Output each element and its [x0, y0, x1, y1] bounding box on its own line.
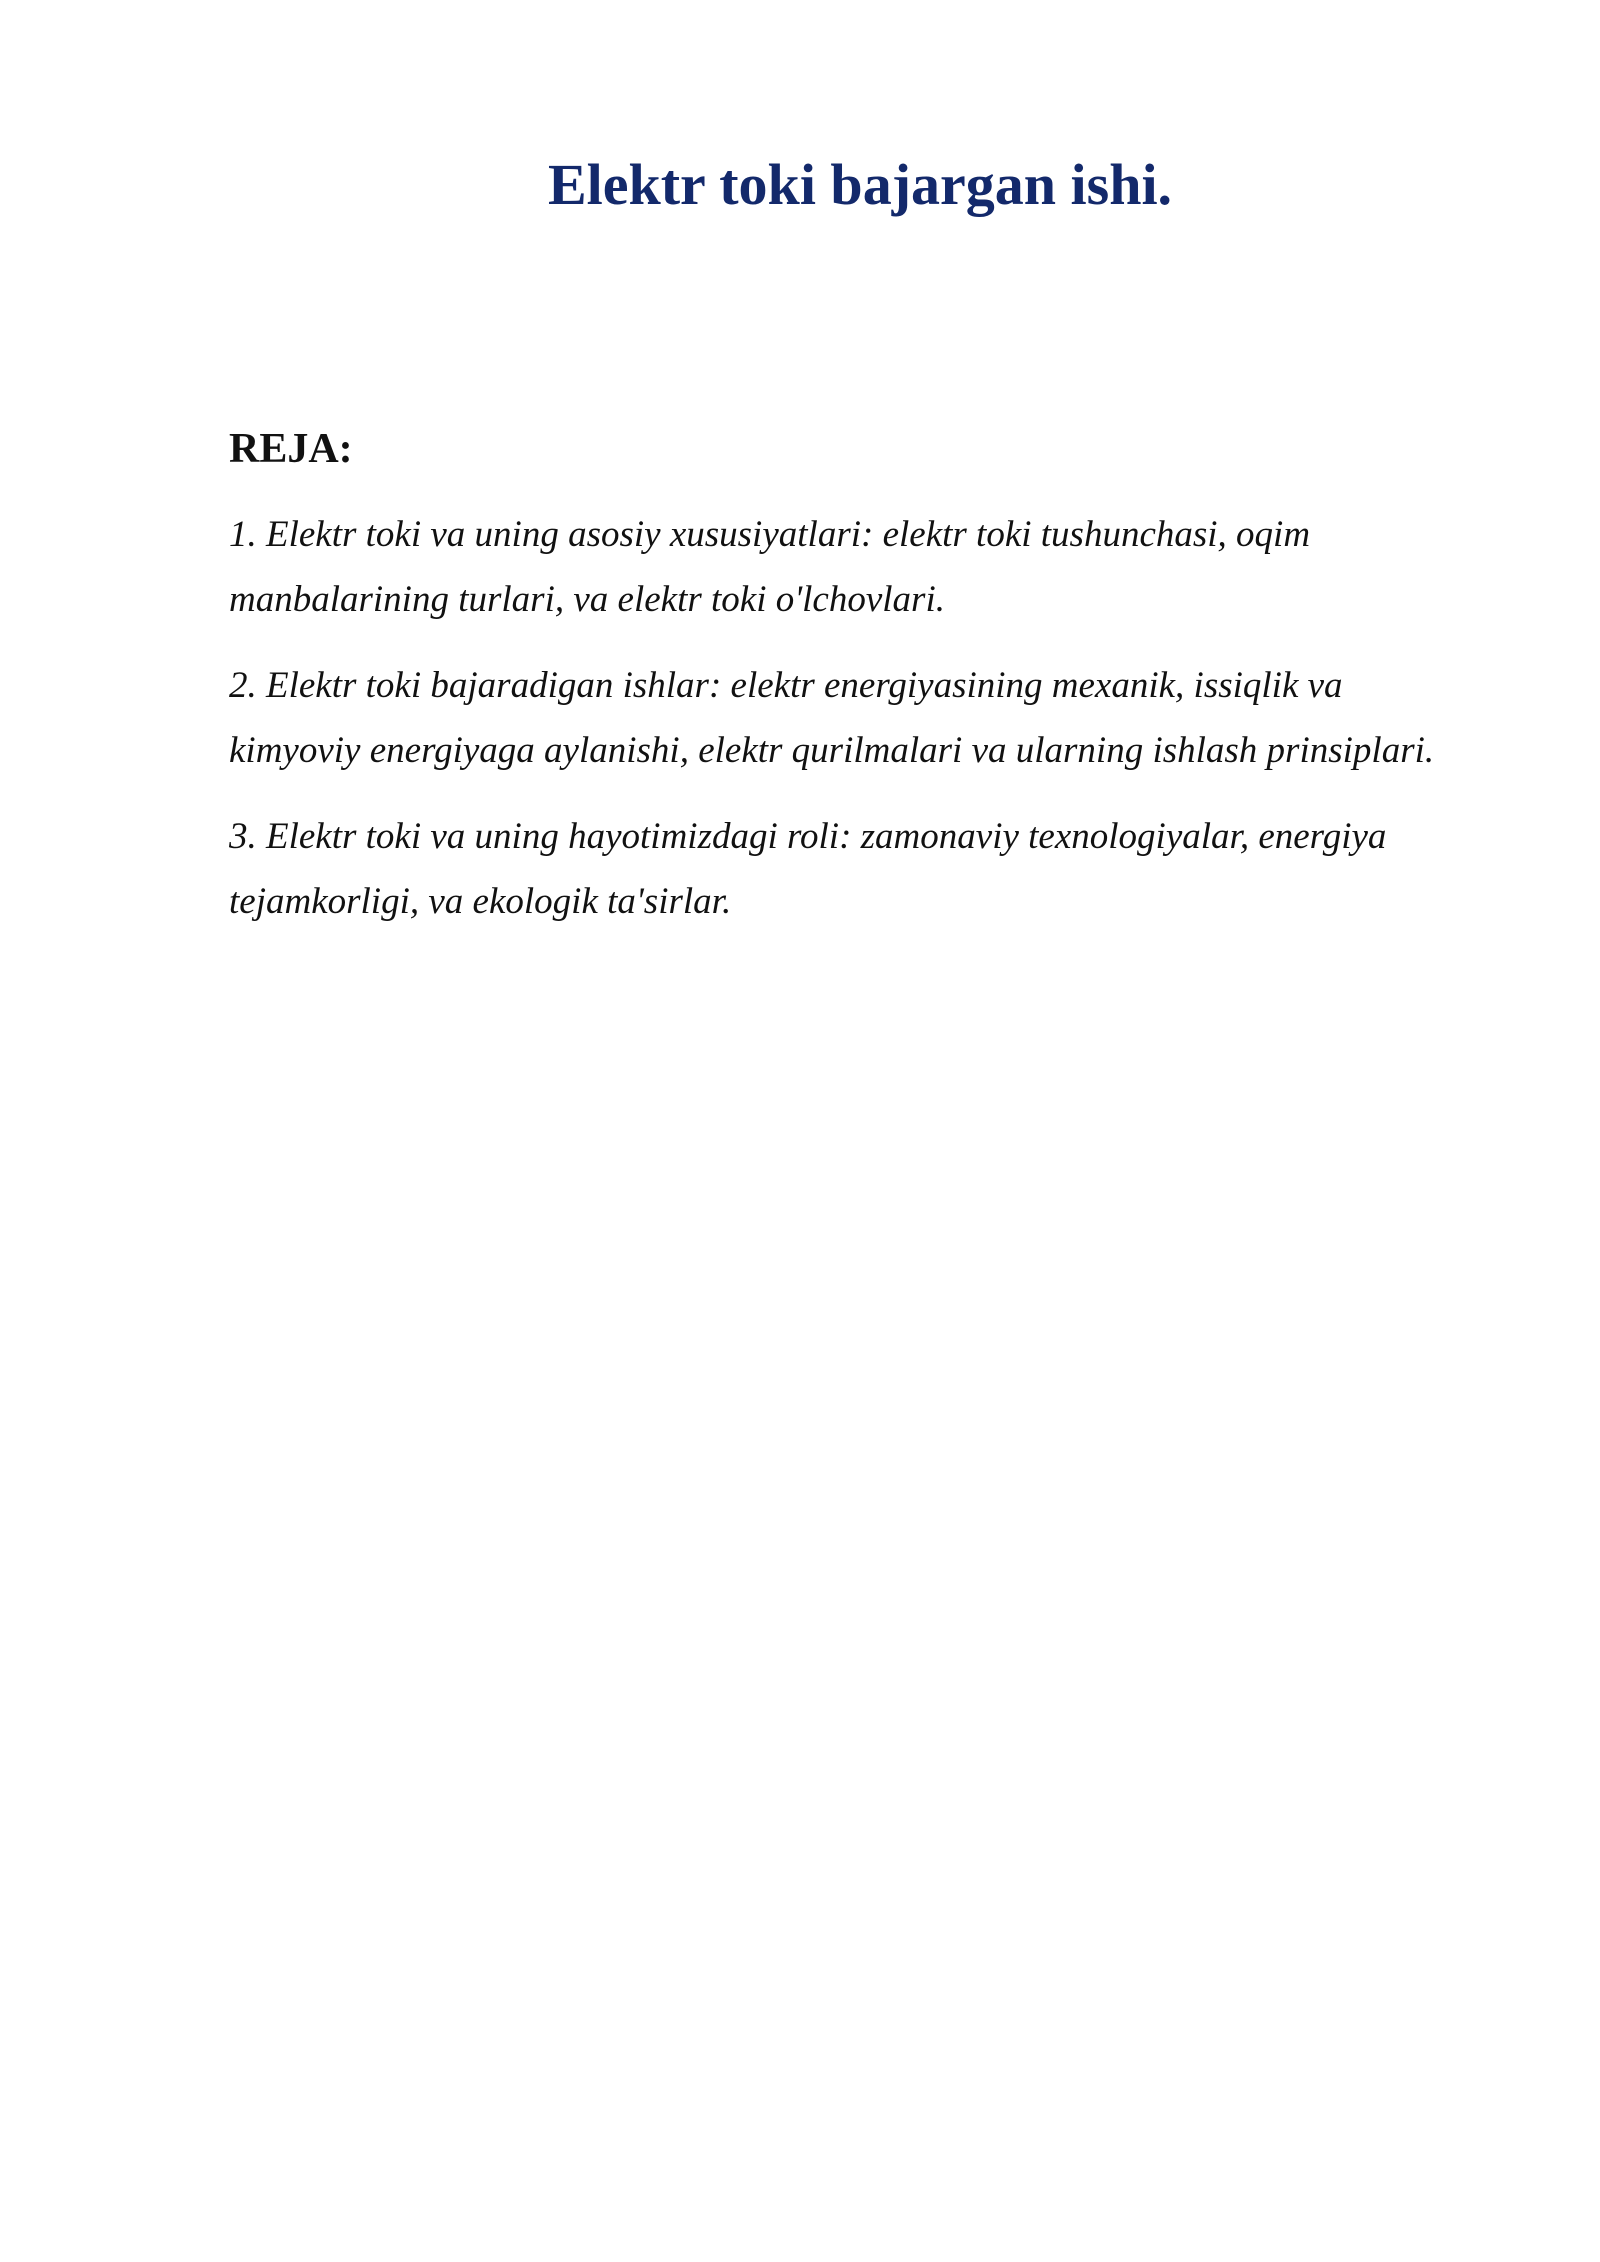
plan-section	[229, 424, 1479, 955]
plan-item-3: 3. Elektr toki va uning hayotimizdagi roli: zamonaviy texnologiyalar, energiya tejamkorligi, va ekologik ta'sirlar.	[229, 816, 1387, 923]
plan-item-1: 1. Elektr toki va uning asosiy xususiyatlari: elektr toki tushunchasi, oqim manbalarining turlari, va elektr toki o'lchovlari.	[229, 514, 1311, 621]
document-title: Elektr toki bajargan ishi.	[547, 152, 1173, 217]
plan-heading: REJA:	[229, 426, 353, 472]
plan-item-2: 2. Elektr toki bajaradigan ishlar: elektr energiyasining mexanik, issiqlik va kimyoviy energiyaga aylanishi, elektr qurilmalari va ularning ishlash prinsiplari.	[229, 665, 1435, 772]
